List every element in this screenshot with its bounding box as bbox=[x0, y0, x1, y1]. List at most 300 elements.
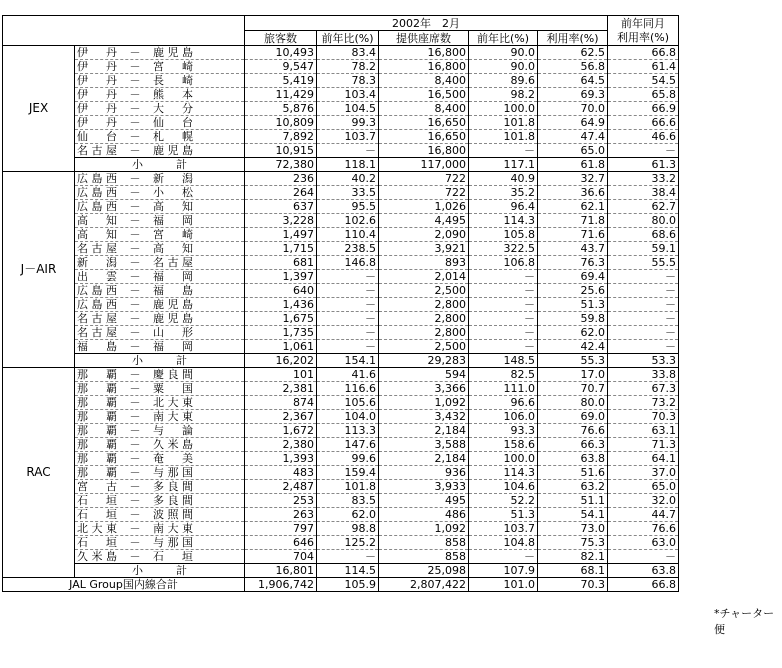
value-cell: 51.6 bbox=[538, 466, 608, 480]
value-cell: 40.9 bbox=[469, 172, 538, 186]
grand-total-label: JAL Group国内線合計 bbox=[3, 578, 245, 592]
route-cell bbox=[75, 340, 245, 354]
value-cell: 10,809 bbox=[245, 116, 317, 130]
route-destination: 熊本 bbox=[153, 88, 193, 101]
value-cell: 1,061 bbox=[245, 340, 317, 354]
route-destination: 石垣 bbox=[153, 550, 193, 563]
route-row bbox=[3, 242, 679, 256]
route-separator: － bbox=[129, 74, 141, 87]
subtotal-value: 114.5 bbox=[317, 564, 379, 578]
route-row bbox=[3, 424, 679, 438]
route-origin: 那覇 bbox=[77, 452, 117, 465]
value-cell: 125.2 bbox=[317, 536, 379, 550]
route-row bbox=[3, 228, 679, 242]
route-cell bbox=[75, 382, 245, 396]
route-row bbox=[3, 536, 679, 550]
value-cell: － bbox=[469, 144, 538, 158]
subtotal-label: 小 計 bbox=[75, 564, 245, 578]
grand-total-value: 101.0 bbox=[469, 578, 538, 592]
value-cell: － bbox=[317, 326, 379, 340]
value-cell: 51.3 bbox=[538, 298, 608, 312]
subtotal-value: 107.9 bbox=[469, 564, 538, 578]
value-cell: 1,092 bbox=[379, 522, 469, 536]
route-separator: － bbox=[129, 410, 141, 423]
route-row bbox=[3, 116, 679, 130]
value-cell: 16,800 bbox=[379, 60, 469, 74]
value-cell: 83.4 bbox=[317, 46, 379, 60]
route-cell bbox=[75, 270, 245, 284]
value-cell: 99.6 bbox=[317, 452, 379, 466]
route-row bbox=[3, 102, 679, 116]
value-cell: － bbox=[317, 298, 379, 312]
value-cell: － bbox=[608, 550, 679, 564]
value-cell: 90.0 bbox=[469, 60, 538, 74]
route-destination: 久米島 bbox=[153, 438, 193, 451]
route-cell bbox=[75, 368, 245, 382]
group-name: JEX bbox=[3, 46, 75, 172]
route-cell bbox=[75, 494, 245, 508]
value-cell: 51.1 bbox=[538, 494, 608, 508]
route-cell bbox=[75, 200, 245, 214]
value-cell: 2,487 bbox=[245, 480, 317, 494]
value-cell: 10,915 bbox=[245, 144, 317, 158]
header-col: 前年比(%) bbox=[469, 31, 538, 46]
value-cell: 101.8 bbox=[317, 480, 379, 494]
value-cell: － bbox=[608, 284, 679, 298]
route-origin: 広島西 bbox=[77, 172, 117, 185]
value-cell: 1,675 bbox=[245, 312, 317, 326]
value-cell: － bbox=[469, 298, 538, 312]
value-cell: 82.1 bbox=[538, 550, 608, 564]
value-cell: 322.5 bbox=[469, 242, 538, 256]
value-cell: 71.8 bbox=[538, 214, 608, 228]
header-period: 2002年 2月 bbox=[245, 16, 608, 31]
route-origin: 那覇 bbox=[77, 424, 117, 437]
subtotal-label: 小 計 bbox=[75, 158, 245, 172]
value-cell: 936 bbox=[379, 466, 469, 480]
route-origin: 広島西 bbox=[77, 200, 117, 213]
route-destination: 名古屋 bbox=[153, 256, 193, 269]
value-cell: 3,432 bbox=[379, 410, 469, 424]
subtotal-value: 117,000 bbox=[379, 158, 469, 172]
route-row bbox=[3, 46, 679, 60]
value-cell: 100.0 bbox=[469, 102, 538, 116]
value-cell: － bbox=[469, 326, 538, 340]
route-origin: 広島西 bbox=[77, 298, 117, 311]
route-destination: 奄美 bbox=[153, 452, 193, 465]
value-cell: 1,397 bbox=[245, 270, 317, 284]
route-cell bbox=[75, 228, 245, 242]
subtotal-row bbox=[3, 354, 679, 368]
route-separator: － bbox=[129, 130, 141, 143]
value-cell: 495 bbox=[379, 494, 469, 508]
value-cell: 158.6 bbox=[469, 438, 538, 452]
value-cell: 486 bbox=[379, 508, 469, 522]
subtotal-value: 29,283 bbox=[379, 354, 469, 368]
route-destination: 南大東 bbox=[153, 522, 193, 535]
value-cell: 103.4 bbox=[317, 88, 379, 102]
route-separator: － bbox=[129, 494, 141, 507]
route-origin: 宮古 bbox=[77, 480, 117, 493]
value-cell: 105.6 bbox=[317, 396, 379, 410]
route-cell bbox=[75, 480, 245, 494]
route-destination: 与那国 bbox=[153, 466, 193, 479]
route-cell bbox=[75, 186, 245, 200]
value-cell: 116.6 bbox=[317, 382, 379, 396]
value-cell: 104.5 bbox=[317, 102, 379, 116]
route-separator: － bbox=[129, 102, 141, 115]
value-cell: 113.3 bbox=[317, 424, 379, 438]
route-row bbox=[3, 270, 679, 284]
route-cell bbox=[75, 88, 245, 102]
value-cell: 56.8 bbox=[538, 60, 608, 74]
value-cell: － bbox=[317, 270, 379, 284]
value-cell: 483 bbox=[245, 466, 317, 480]
route-separator: － bbox=[129, 536, 141, 549]
header-blank bbox=[3, 16, 245, 46]
route-separator: － bbox=[129, 508, 141, 521]
value-cell: 5,876 bbox=[245, 102, 317, 116]
value-cell: 722 bbox=[379, 186, 469, 200]
value-cell: 2,380 bbox=[245, 438, 317, 452]
route-row bbox=[3, 284, 679, 298]
value-cell: 2,800 bbox=[379, 312, 469, 326]
route-cell bbox=[75, 256, 245, 270]
value-cell: 64.1 bbox=[608, 452, 679, 466]
route-cell bbox=[75, 466, 245, 480]
value-cell: 71.6 bbox=[538, 228, 608, 242]
route-destination: 宮崎 bbox=[153, 60, 193, 73]
value-cell: 76.6 bbox=[608, 522, 679, 536]
value-cell: 51.3 bbox=[469, 508, 538, 522]
route-row bbox=[3, 396, 679, 410]
value-cell: 1,715 bbox=[245, 242, 317, 256]
route-row bbox=[3, 340, 679, 354]
value-cell: 646 bbox=[245, 536, 317, 550]
route-separator: － bbox=[129, 466, 141, 479]
header-col: 前年比(%) bbox=[317, 31, 379, 46]
route-row bbox=[3, 74, 679, 88]
value-cell: 111.0 bbox=[469, 382, 538, 396]
value-cell: 594 bbox=[379, 368, 469, 382]
route-separator: － bbox=[129, 452, 141, 465]
value-cell: 103.7 bbox=[469, 522, 538, 536]
value-cell: 3,933 bbox=[379, 480, 469, 494]
route-destination: 山形 bbox=[153, 326, 193, 339]
value-cell: 52.2 bbox=[469, 494, 538, 508]
route-cell bbox=[75, 396, 245, 410]
route-row bbox=[3, 200, 679, 214]
grand-total-value: 105.9 bbox=[317, 578, 379, 592]
route-separator: － bbox=[129, 480, 141, 493]
value-cell: － bbox=[608, 298, 679, 312]
value-cell: 104.6 bbox=[469, 480, 538, 494]
value-cell: 41.6 bbox=[317, 368, 379, 382]
route-origin: 伊丹 bbox=[77, 116, 117, 129]
value-cell: 253 bbox=[245, 494, 317, 508]
route-destination: 北大東 bbox=[153, 396, 193, 409]
route-separator: － bbox=[129, 312, 141, 325]
route-separator: － bbox=[129, 256, 141, 269]
header-last-col-line1: 前年同月 bbox=[608, 16, 679, 31]
value-cell: 59.1 bbox=[608, 242, 679, 256]
route-destination: 福岡 bbox=[153, 214, 193, 227]
value-cell: 106.0 bbox=[469, 410, 538, 424]
value-cell: 33.2 bbox=[608, 172, 679, 186]
value-cell: 16,800 bbox=[379, 144, 469, 158]
value-cell: 66.6 bbox=[608, 116, 679, 130]
value-cell: 71.3 bbox=[608, 438, 679, 452]
route-cell bbox=[75, 438, 245, 452]
route-row bbox=[3, 312, 679, 326]
value-cell: 33.5 bbox=[317, 186, 379, 200]
value-cell: － bbox=[317, 550, 379, 564]
subtotal-value: 72,380 bbox=[245, 158, 317, 172]
value-cell: 32.7 bbox=[538, 172, 608, 186]
charter-note: *チャーター便 bbox=[714, 607, 775, 636]
value-cell: 101 bbox=[245, 368, 317, 382]
value-cell: 59.8 bbox=[538, 312, 608, 326]
subtotal-value: 16,202 bbox=[245, 354, 317, 368]
route-destination: 新潟 bbox=[153, 172, 193, 185]
value-cell: － bbox=[608, 326, 679, 340]
value-cell: 82.5 bbox=[469, 368, 538, 382]
value-cell: 69.0 bbox=[538, 410, 608, 424]
route-cell bbox=[75, 46, 245, 60]
route-destination: 長崎 bbox=[153, 74, 193, 87]
route-destination: 福岡 bbox=[153, 340, 193, 353]
route-row bbox=[3, 368, 679, 382]
route-separator: － bbox=[129, 214, 141, 227]
route-separator: － bbox=[129, 522, 141, 535]
route-destination: 仙台 bbox=[153, 116, 193, 129]
route-origin: 那覇 bbox=[77, 382, 117, 395]
route-cell bbox=[75, 312, 245, 326]
value-cell: 95.5 bbox=[317, 200, 379, 214]
value-cell: 640 bbox=[245, 284, 317, 298]
value-cell: 722 bbox=[379, 172, 469, 186]
route-row bbox=[3, 382, 679, 396]
subtotal-value: 148.5 bbox=[469, 354, 538, 368]
value-cell: 238.5 bbox=[317, 242, 379, 256]
grand-total-value: 1,906,742 bbox=[245, 578, 317, 592]
value-cell: 104.0 bbox=[317, 410, 379, 424]
route-separator: － bbox=[129, 242, 141, 255]
value-cell: 63.1 bbox=[608, 424, 679, 438]
header-last-col-line2: 利用率(%) bbox=[608, 31, 679, 46]
route-origin: 那覇 bbox=[77, 438, 117, 451]
route-origin: 那覇 bbox=[77, 396, 117, 409]
value-cell: 16,650 bbox=[379, 116, 469, 130]
route-cell bbox=[75, 242, 245, 256]
value-cell: 8,400 bbox=[379, 74, 469, 88]
value-cell: 114.3 bbox=[469, 466, 538, 480]
route-separator: － bbox=[129, 382, 141, 395]
value-cell: 66.9 bbox=[608, 102, 679, 116]
route-cell bbox=[75, 536, 245, 550]
grand-total-row bbox=[3, 578, 679, 592]
value-cell: 89.6 bbox=[469, 74, 538, 88]
value-cell: 42.4 bbox=[538, 340, 608, 354]
route-origin: 北大東 bbox=[77, 522, 117, 535]
route-row bbox=[3, 452, 679, 466]
value-cell: 64.9 bbox=[538, 116, 608, 130]
value-cell: 5,419 bbox=[245, 74, 317, 88]
route-separator: － bbox=[129, 368, 141, 381]
value-cell: 61.4 bbox=[608, 60, 679, 74]
route-separator: － bbox=[129, 396, 141, 409]
value-cell: 159.4 bbox=[317, 466, 379, 480]
header-col: 旅客数 bbox=[245, 31, 317, 46]
route-cell bbox=[75, 74, 245, 88]
route-destination: 札幌 bbox=[153, 130, 193, 143]
value-cell: 2,381 bbox=[245, 382, 317, 396]
route-row bbox=[3, 326, 679, 340]
route-cell bbox=[75, 522, 245, 536]
value-cell: 62.0 bbox=[538, 326, 608, 340]
subtotal-value: 61.3 bbox=[608, 158, 679, 172]
value-cell: 146.8 bbox=[317, 256, 379, 270]
route-origin: 伊丹 bbox=[77, 88, 117, 101]
value-cell: 66.3 bbox=[538, 438, 608, 452]
route-origin: 伊丹 bbox=[77, 60, 117, 73]
value-cell: － bbox=[608, 340, 679, 354]
value-cell: 704 bbox=[245, 550, 317, 564]
value-cell: 2,090 bbox=[379, 228, 469, 242]
route-row bbox=[3, 466, 679, 480]
value-cell: 858 bbox=[379, 536, 469, 550]
route-separator: － bbox=[129, 550, 141, 563]
route-separator: － bbox=[129, 116, 141, 129]
value-cell: 103.7 bbox=[317, 130, 379, 144]
value-cell: 38.4 bbox=[608, 186, 679, 200]
route-destination: 慶良間 bbox=[153, 368, 193, 381]
route-origin: 出雲 bbox=[77, 270, 117, 283]
route-destination: 与論 bbox=[153, 424, 193, 437]
value-cell: 69.4 bbox=[538, 270, 608, 284]
subtotal-row bbox=[3, 158, 679, 172]
header-col: 提供座席数 bbox=[379, 31, 469, 46]
value-cell: 2,500 bbox=[379, 284, 469, 298]
route-origin: 伊丹 bbox=[77, 102, 117, 115]
route-separator: － bbox=[129, 200, 141, 213]
route-origin: 石垣 bbox=[77, 536, 117, 549]
value-cell: 78.2 bbox=[317, 60, 379, 74]
value-cell: 3,588 bbox=[379, 438, 469, 452]
route-origin: 那覇 bbox=[77, 410, 117, 423]
route-origin: 伊丹 bbox=[77, 74, 117, 87]
subtotal-value: 16,801 bbox=[245, 564, 317, 578]
route-destination: 福岡 bbox=[153, 270, 193, 283]
route-origin: 名古屋 bbox=[77, 144, 117, 157]
route-row bbox=[3, 256, 679, 270]
value-cell: 2,500 bbox=[379, 340, 469, 354]
route-separator: － bbox=[129, 438, 141, 451]
route-separator: － bbox=[129, 186, 141, 199]
value-cell: － bbox=[469, 312, 538, 326]
value-cell: 98.8 bbox=[317, 522, 379, 536]
route-row bbox=[3, 298, 679, 312]
value-cell: 73.2 bbox=[608, 396, 679, 410]
value-cell: － bbox=[469, 550, 538, 564]
value-cell: 96.4 bbox=[469, 200, 538, 214]
grand-total-value: 2,807,422 bbox=[379, 578, 469, 592]
route-separator: － bbox=[129, 60, 141, 73]
value-cell: － bbox=[469, 340, 538, 354]
value-cell: 69.3 bbox=[538, 88, 608, 102]
value-cell: － bbox=[317, 340, 379, 354]
value-cell: 43.7 bbox=[538, 242, 608, 256]
value-cell: 65.0 bbox=[608, 480, 679, 494]
value-cell: 40.2 bbox=[317, 172, 379, 186]
route-row bbox=[3, 88, 679, 102]
value-cell: 76.3 bbox=[538, 256, 608, 270]
value-cell: － bbox=[608, 270, 679, 284]
route-cell bbox=[75, 508, 245, 522]
value-cell: 2,367 bbox=[245, 410, 317, 424]
route-row bbox=[3, 508, 679, 522]
value-cell: 1,735 bbox=[245, 326, 317, 340]
route-origin: 那覇 bbox=[77, 466, 117, 479]
route-destination: 南大東 bbox=[153, 410, 193, 423]
value-cell: 101.8 bbox=[469, 116, 538, 130]
value-cell: 99.3 bbox=[317, 116, 379, 130]
value-cell: － bbox=[608, 312, 679, 326]
route-separator: － bbox=[129, 46, 141, 59]
value-cell: 114.3 bbox=[469, 214, 538, 228]
value-cell: － bbox=[469, 270, 538, 284]
route-cell bbox=[75, 424, 245, 438]
grand-total-value: 70.3 bbox=[538, 578, 608, 592]
route-separator: － bbox=[129, 228, 141, 241]
value-cell: 681 bbox=[245, 256, 317, 270]
value-cell: 9,547 bbox=[245, 60, 317, 74]
value-cell: 10,493 bbox=[245, 46, 317, 60]
route-separator: － bbox=[129, 284, 141, 297]
value-cell: 67.3 bbox=[608, 382, 679, 396]
route-origin: 広島西 bbox=[77, 186, 117, 199]
value-cell: 100.0 bbox=[469, 452, 538, 466]
subtotal-value: 68.1 bbox=[538, 564, 608, 578]
route-row bbox=[3, 438, 679, 452]
route-origin: 名古屋 bbox=[77, 312, 117, 325]
route-cell bbox=[75, 550, 245, 564]
subtotal-row bbox=[3, 564, 679, 578]
subtotal-value: 117.1 bbox=[469, 158, 538, 172]
value-cell: 63.8 bbox=[538, 452, 608, 466]
value-cell: 46.6 bbox=[608, 130, 679, 144]
value-cell: 110.4 bbox=[317, 228, 379, 242]
route-origin: 石垣 bbox=[77, 494, 117, 507]
route-separator: － bbox=[129, 424, 141, 437]
route-destination: 小松 bbox=[153, 186, 193, 199]
value-cell: 36.6 bbox=[538, 186, 608, 200]
value-cell: 3,921 bbox=[379, 242, 469, 256]
route-destination: 与那国 bbox=[153, 536, 193, 549]
value-cell: 264 bbox=[245, 186, 317, 200]
route-destination: 鹿児島 bbox=[153, 46, 193, 59]
value-cell: 16,800 bbox=[379, 46, 469, 60]
value-cell: 32.0 bbox=[608, 494, 679, 508]
subtotal-value: 25,098 bbox=[379, 564, 469, 578]
route-row bbox=[3, 130, 679, 144]
value-cell: 101.8 bbox=[469, 130, 538, 144]
value-cell: 90.0 bbox=[469, 46, 538, 60]
route-cell bbox=[75, 298, 245, 312]
value-cell: 80.0 bbox=[608, 214, 679, 228]
subtotal-value: 154.1 bbox=[317, 354, 379, 368]
value-cell: 11,429 bbox=[245, 88, 317, 102]
